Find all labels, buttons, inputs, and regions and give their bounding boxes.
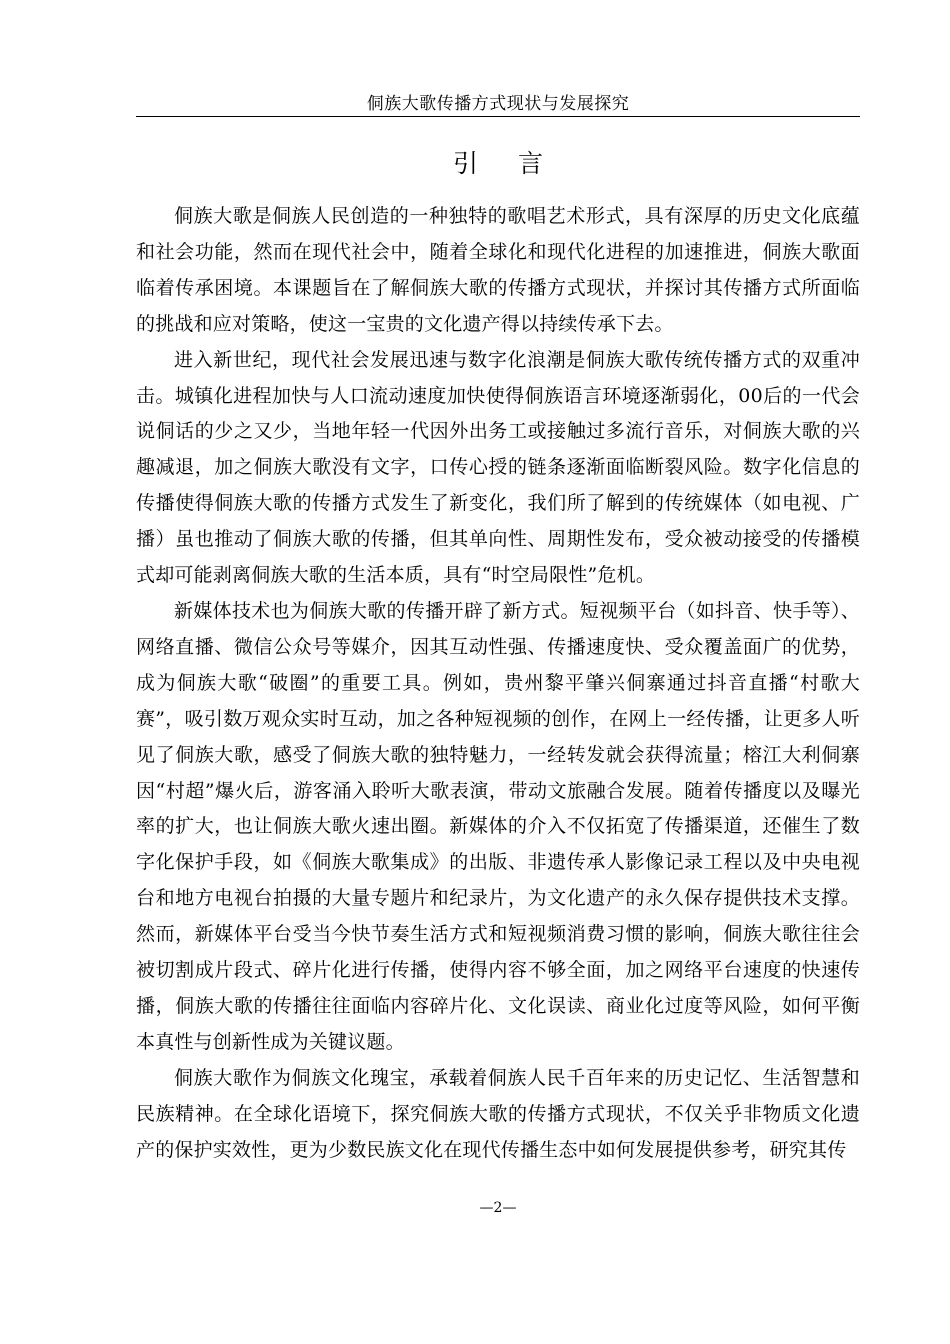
paragraph-2: 进入新世纪，现代社会发展迅速与数字化浪潮是侗族大歌传统传播方式的双重冲击。城镇化进程加快与人口流动速度加快使得侗族语言环境逐渐弱化，00后的一代会说侗话的少之又少，当地年轻一代因外出务工或接触过多流行音乐，对侗族大歌的兴趣减退，加之侗族大歌没有文字，口传心授的链条逐渐面临断裂风险。数字化信息的传播使得侗族大歌的传播方式发生了新变化，我们所了解到的传统媒体（如电视、广播）虽也推动了侗族大歌的传播，但其单向性、周期性发布，受众被动接受的传播模式却可能剥离侗族大歌的生活本质，具有“时空局限性”危机。 [136,348,860,587]
body-text [136,199,860,1168]
section-title: 引言 [452,149,583,178]
paragraph-4: 侗族大歌作为侗族文化瑰宝，承载着侗族人民千百年来的历史记忆、生活智慧和民族精神。在全球化语境下，探究侗族大歌的传播方式现状，不仅关乎非物质文化遗产的保护实效性，更为少数民族文化在现代传播生态中如何发展提供参考，研究其传 [136,1066,860,1161]
paragraph-1: 侗族大歌是侗族人民创造的一种独特的歌唱艺术形式，具有深厚的历史文化底蕴和社会功能，然而在现代社会中，随着全球化和现代化进程的加速推进，侗族大歌面临着传承困境。本课题旨在了解侗族大歌的传播方式现状，并探讨其传播方式所面临的挑战和应对策略，使这一宝贵的文化遗产得以持续传承下去。 [136,205,860,335]
paragraph-3: 新媒体技术也为侗族大歌的传播开辟了新方式。短视频平台（如抖音、快手等）、网络直播、微信公众号等媒介，因其互动性强、传播速度快、受众覆盖面广的优势，成为侗族大歌“破圈”的重要工具。例如，贵州黎平肇兴侗寨通过抖音直播“村歌大赛”，吸引数万观众实时互动，加之各种短视频的创作，在网上一经传播，让更多人听见了侗族大歌，感受了侗族大歌的独特魅力，一经转发就会获得流量；榕江大利侗寨因“村超”爆火后，游客涌入聆听大歌表演，带动文旅融合发展。随着传播度以及曝光率的扩大，也让侗族大歌火速出圈。新媒体的介入不仅拓宽了传播渠道，还催生了数字化保护手段，如《侗族大歌集成》的出版、非遗传承人影像记录工程以及中央电视台和地方电视台拍摄的大量专题片和纪录片，为文化遗产的永久保存提供技术支撑。然而，新媒体平台受当今快节奏生活方式和短视频消费习惯的影响，侗族大歌往往会被切割成片段式、碎片化进行传播，使得内容不够全面，加之网络平台速度的快速传播，侗族大歌的传播往往面临内容碎片化、文化误读、商业化过度等风险，如何平衡本真性与创新性成为关键议题。 [136,599,860,1053]
header-divider [136,116,860,117]
page-number: —2— [479,1200,517,1216]
running-header-title: 侗族大歌传播方式现状与发展探究 [366,94,630,114]
